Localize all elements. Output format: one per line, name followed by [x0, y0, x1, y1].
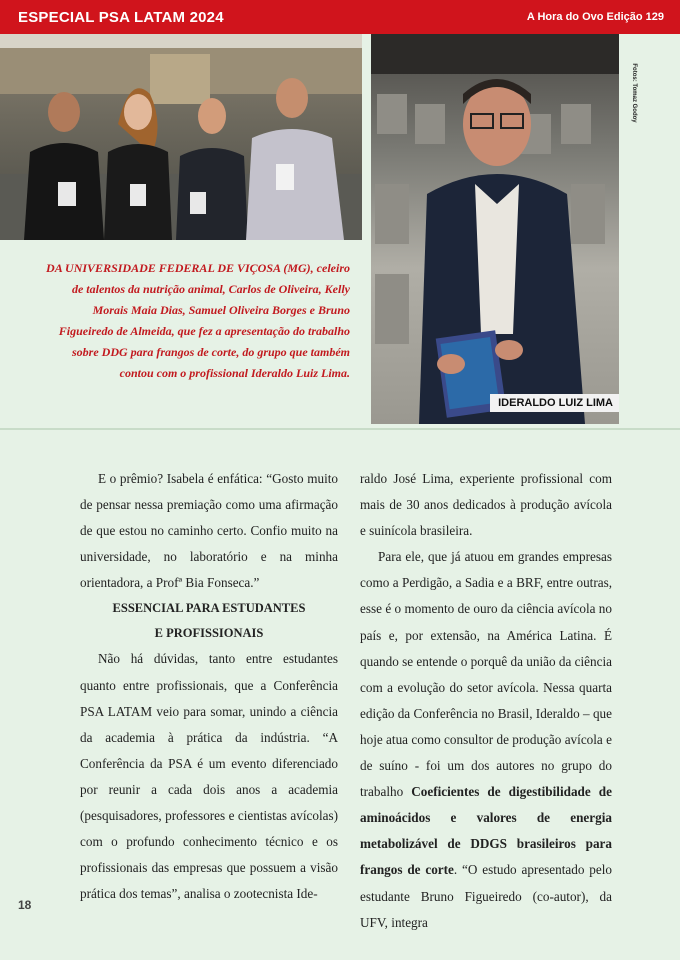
portrait-photo [371, 34, 619, 424]
paragraph: Para ele, que já atuou em grandes empresas como a Perdigão, a Sadia e a BRF, entre outras, esse é o momento de ouro da ciência avícola no país e, por extensão, na América Latina. É quando se entende o porquê da união da ciência com a evolução do setor avícola. Nessa quarta edição da Conferência no Brasil, Ideraldo – que hoje atua como consultor de produção avícola e de suíno - foi um dos autores no grupo do trabalho Coeficientes de digestibilidade de aminoácidos e valores de energia metabolizável de DDGS brasileiros para frangos de corte. “O estudo apresentado pelo estudante Bruno Figueiredo (co-autor), da UFV, integra [360, 549, 612, 930]
page-number: 18 [18, 898, 32, 912]
issue-label: A Hora do Ovo Edição 129 [526, 11, 664, 23]
paragraph: Não há dúvidas, tanto entre estudantes quanto entre profissionais, que a Conferência PSA LATAM veio para somar, unindo a ciência da academia à prática da indústria. “A Conferência da PSA é um evento diferenciado por reunir a cada dois anos a academia (pesquisadores, professores e cientistas avícolas) com o profundo conhecimento técnico e os profissionais das empresas que possuem a visão prática dos temas”, analisa o zootecnista Ide- [80, 651, 338, 902]
group-photo [0, 34, 362, 240]
group-photo-illustration [0, 34, 362, 240]
page-header [0, 0, 680, 34]
portrait-name-tag: IDERALDO LUIZ LIMA [490, 394, 619, 412]
section-title: ESPECIAL PSA LATAM 2024 [18, 9, 224, 26]
paragraph: E o prêmio? Isabela é enfática: “Gosto muito de pensar nessa premiação como uma afirmação de que estou no caminho certo. Confio muito na universidade, no laboratório e na minha orientadora, a Profª Bia Fonseca.” [80, 471, 338, 591]
article-column-left [80, 466, 338, 907]
photo-credit: Fotos: Tomaz Godoy [631, 63, 637, 123]
subheading: ESSENCIAL PARA ESTUDANTES E PROFISSIONAIS [112, 601, 306, 641]
photo-caption: DA UNIVERSIDADE FEDERAL DE VIÇOSA (MG), celeiro de talentos da nutrição animal, Carlos de Oliveira, Kelly Morais Maia Dias, Samuel Oliveira Borges e Bruno Figueiredo de Almeida, que fez a apresentação do trabalho sobre DDG para frangos de corte, do grupo que também contou com o profissional Ideraldo Luiz Lima. [46, 261, 350, 380]
article-column-right [360, 466, 612, 936]
study-title: Coeficientes de digestibilidade de aminoácidos e valores de energia metabolizável de DDGS brasileiros para frangos de corte [360, 784, 612, 878]
section-divider [0, 428, 680, 430]
portrait-photo-illustration [371, 34, 619, 424]
paragraph: raldo José Lima, experiente profissional com mais de 30 anos dedicados à produção avícola e suinícola brasileira. [360, 471, 612, 539]
